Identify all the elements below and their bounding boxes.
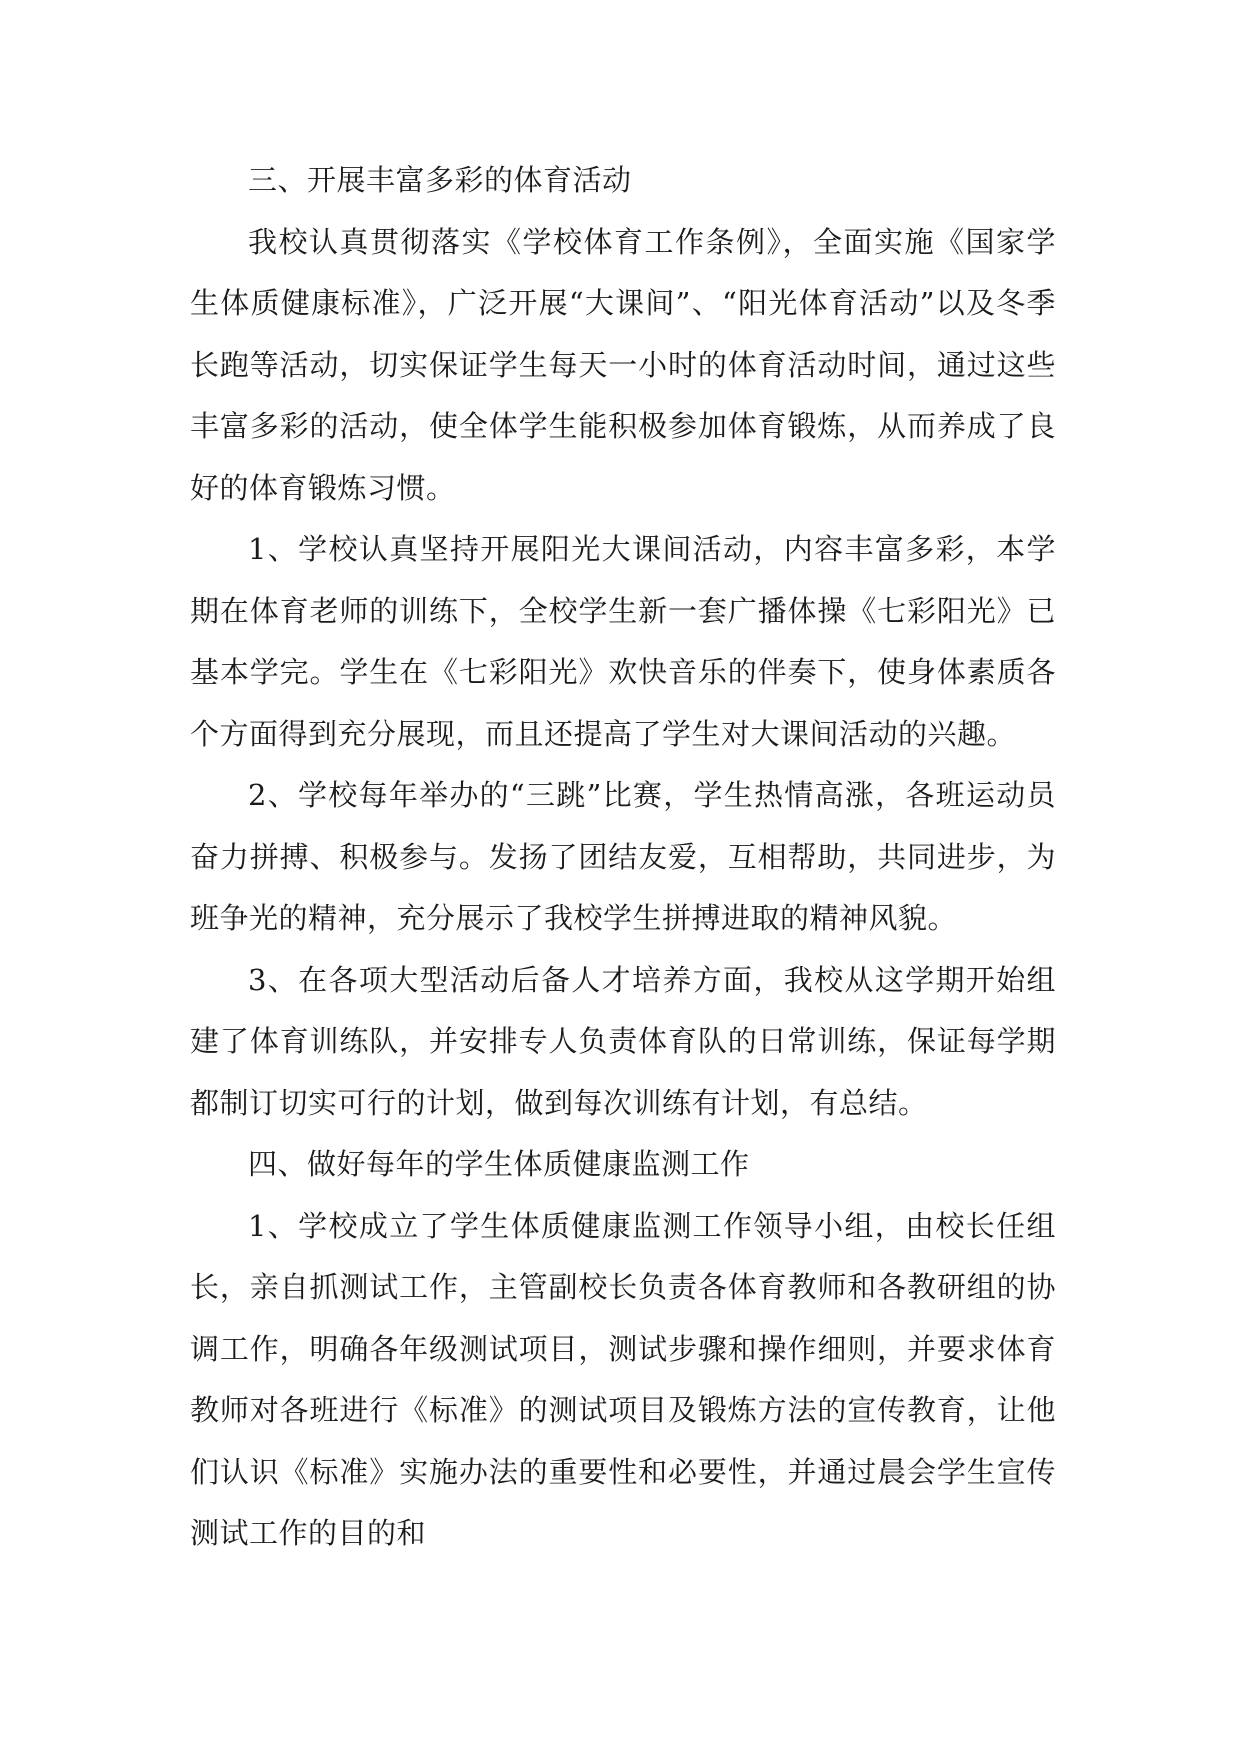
paragraph-item-2-competition: 2、学校每年举办的“三跳”比赛，学生热情高涨，各班运动员奋力拼搏、积极参与。发扬了团结友爱，互相帮助，共同进步，为班争光的精神，充分展示了我校学生拼搏进取的精神风貌。 <box>190 778 1056 935</box>
paragraph-sports-overview: 我校认真贯彻落实《学校体育工作条例》，全面实施《国家学生体质健康标准》，广泛开展“大课间”、“阳光体育活动”以及冬季长跑等活动，切实保证学生每天一小时的体育活动时间，通过这些丰富多彩的活动，使全体学生能积极参加体育锻炼，从而养成了良好的体育锻炼习惯。 <box>190 224 1056 505</box>
section-heading-3: 三、开展丰富多彩的体育活动 <box>248 163 632 197</box>
paragraph-monitoring-1: 1、学校成立了学生体质健康监测工作领导小组，由校长任组长，亲自抓测试工作，主管副校长负责各体育教师和各教研组的协调工作，明确各年级测试项目，测试步骤和操作细则，并要求体育教师对各班进行《标准》的测试项目及锻炼方法的宣传教育，让他们认识《标准》实施办法的重要性和必要性，并通过晨会学生宣传测试工作的目的和 <box>190 1208 1056 1550</box>
section-heading-4: 四、做好每年的学生体质健康监测工作 <box>248 1147 750 1181</box>
paragraph-item-3-training-team: 3、在各项大型活动后备人才培养方面，我校从这学期开始组建了体育训练队，并安排专人负责体育队的日常训练，保证每学期都制订切实可行的计划，做到每次训练有计划，有总结。 <box>190 962 1056 1120</box>
document-body <box>190 150 1056 1565</box>
paragraph-item-1-recess: 1、学校认真坚持开展阳光大课间活动，内容丰富多彩，本学期在体育老师的训练下，全校学生新一套广播体操《七彩阳光》已基本学完。学生在《七彩阳光》欢快音乐的伴奏下，使身体素质各个方面得到充分展现，而且还提高了学生对大课间活动的兴趣。 <box>190 532 1056 751</box>
